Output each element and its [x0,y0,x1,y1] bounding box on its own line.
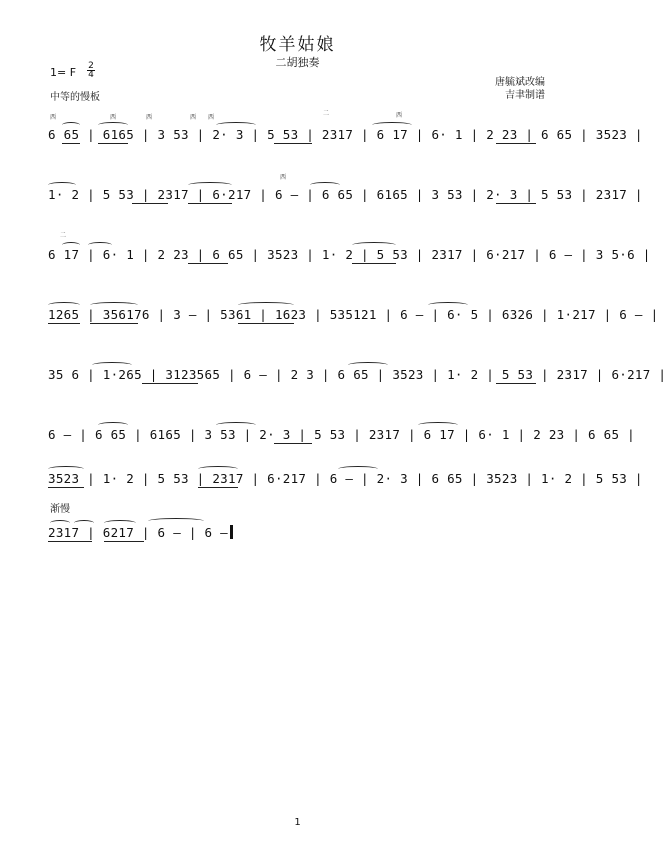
notation-line-1 [48,108,643,148]
underline [352,263,396,264]
transcriber: 吉聿制谱 [505,90,545,101]
underline [104,541,144,542]
score-title: 牧羊姑娘 [259,35,336,55]
notation-text: 6 65 | 6165 | 3 53 | 2· 3 | 5 53 | 2317 | 6 17 | 6· 1 | 2 23 | 6 65 | 3523 | [48,127,643,142]
ornament-label: 二 [60,232,67,239]
credits [495,76,545,102]
ornament-label: 西 [110,114,117,121]
underline [132,203,168,204]
notation-text: 35 6 | 1·265 | 3123565 | 6 – | 2 3 | 6 65 | 3523 | 1· 2 | 5 53 | 2317 | 6·217 | [48,367,666,382]
notation-text: 1· 2 | 5 53 | 2317 | 6·217 | 6 – | 6 65 | 6165 | 3 53 | 2· 3 | 5 53 | 2317 | [48,187,643,202]
time-signature-top: 2 [88,61,94,71]
notation-line-3 [48,228,651,268]
underline [98,143,128,144]
underline [198,487,238,488]
notation-text [48,525,546,540]
page-number: 1 [294,817,301,828]
underline [274,143,312,144]
ornament-label: 西 [146,114,153,121]
underline [188,203,232,204]
underline [142,383,198,384]
notation-text: 6 17 | 6· 1 | 2 23 | 6 65 | 3523 | 1· 2 | 5 53 | 2317 | 6·217 | 6 – | 3 5·6 | [48,247,651,262]
underline [90,323,138,324]
underline [48,323,80,324]
final-instruction: 渐慢 [50,504,70,515]
notation-line-8 [48,506,546,546]
final-barline [230,525,233,539]
tempo-marking: 中等的慢板 [50,92,100,103]
ornament-label: 西 [208,114,215,121]
underline [496,143,536,144]
score-subtitle: 二胡独奏 [275,56,320,69]
notation-line-4 [48,288,659,328]
notation-text: 3523 | 1· 2 | 5 53 | 2317 | 6·217 | 6 – | 2· 3 | 6 65 | 3523 | 1· 2 | 5 53 | [48,471,643,486]
underline [274,443,312,444]
underline [238,323,294,324]
notation-final-text: 2317 | 6217 | 6 – | 6 – [48,525,228,540]
ornament-label: 西 [190,114,197,121]
notation-line-6 [48,408,635,448]
ornament-label: 二 [323,110,330,117]
underline [188,263,228,264]
ornament-label: 西 [396,112,403,119]
notation-line-7 [48,452,643,492]
arranger: 唐毓斌改编 [495,77,545,88]
slur [148,518,204,524]
underline [48,541,92,542]
underline [496,203,536,204]
notation-line-2 [48,168,643,208]
ornament-label: 西 [280,174,287,181]
time-signature-bottom: 4 [88,70,94,80]
ornament-label: 西 [50,114,57,121]
notation-line-5 [48,348,666,388]
underline [496,383,536,384]
underline [62,143,80,144]
notation-text: 6 – | 6 65 | 6165 | 3 53 | 2· 3 | 5 53 | 2317 | 6 17 | 6· 1 | 2 23 | 6 65 | [48,427,635,442]
key-signature: 1= F [50,66,77,79]
underline [48,487,84,488]
time-signature [86,62,96,79]
notation-text: 1265 | 356176 | 3 – | 5361 | 1623 | 535121 | 6 – | 6· 5 | 6326 | 1·217 | 6 – | [48,307,659,322]
